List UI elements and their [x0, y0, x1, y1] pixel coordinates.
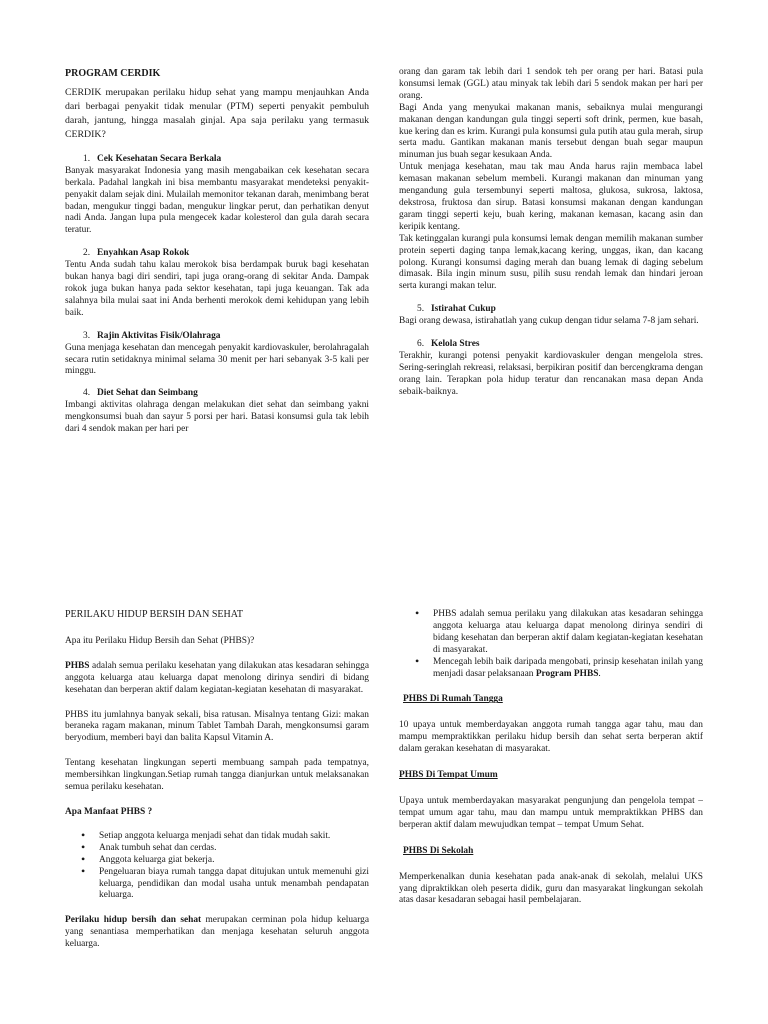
item-4-title: 4. Diet Sehat dan Seimbang [83, 388, 198, 399]
item-4-text: Imbangi aktivitas olahraga dengan melakukan diet sehat dan seimbang yakni mengkonsumsi buah dan sayur 5 porsi per hari. Batasi konsumsi gula tak lebih dari 4 sendok makan per hari per [65, 400, 369, 435]
list-item: • Anggota keluarga giat bekerja. [99, 855, 369, 867]
phbs-question: Apa itu Perilaku Hidup Bersih dan Sehat (PHBS)? [65, 635, 255, 646]
phbs-column [65, 609, 369, 951]
phbs-umum-text: Upaya untuk memberdayakan masyarakat pengunjung dan pengelola tempat – tempat umum agar tahu, mau dan mampu untuk mempraktikkan PHBS dan berperan aktif dalam mewujudkan tempat – tempat Umum Sehat. [399, 795, 703, 830]
item-2-title: 2. Enyahkan Asap Rokok [83, 248, 190, 259]
list-item: • Mencegah lebih baik daripada mengobati, prinsip kesehatan inilah yang menjadi dasar pelaksanaan Program PHBS. [433, 657, 703, 681]
program-cerdik-column [65, 68, 369, 436]
item-5-text: Bagi orang dewasa, istirahatlah yang cukup dengan tidur selama 7-8 jam sehari. [399, 316, 699, 327]
phbs-manfaat-title: Apa Manfaat PHBS ? [65, 806, 153, 817]
phbs-settings-column [399, 609, 703, 907]
phbs-examples: PHBS itu jumlahnya banyak sekali, bisa ratusan. Misalnya tentang Gizi: makan beraneka ragam makanan, minum Tablet Tambah Darah, mengkonsumsi garam beryodium, memberi bayi dan balita Kapsul Vitamin A. [65, 709, 369, 744]
phbs-benefits-list [65, 831, 369, 902]
phbs-rumah-title: PHBS Di Rumah Tangga [403, 694, 503, 705]
item-6-text: Terakhir, kurangi potensi penyakit kardiovaskuler dengan mengelola stres. Sering-seringlah rekreasi, relaksasi, berpikiran positif dan bercengkrama dengan orang lain. Terapkan pola hidup teratur dan rencanakan masa depan Anda sebaik-baiknya. [399, 350, 703, 397]
phbs-closing: Perilaku hidup bersih dan sehat merupakan cerminan pola hidup keluarga yang senantiasa memperhatikan dan menjaga kesehatan seluruh anggota keluarga. [65, 915, 369, 950]
item-3-title: 3. Rajin Aktivitas Fisik/Olahraga [83, 330, 221, 341]
list-item: • Pengeluaran biaya rumah tangga dapat ditujukan untuk memenuhi gizi keluarga, pendidikan dan modal usaha untuk menambah pendapatan keluarga. [99, 867, 369, 903]
label-advice-text: Untuk menjaga kesehatan, mau tak mau Anda harus rajin membaca label kemasan makanan sebelum membeli. Kurangi makanan dan minuman yang mengandung gula tersembunyi seperti maltosa, glukosa, sukrosa, laktosa, dekstrosa, fruktosa dan sirup. Batasi konsumsi makanan dengan kandungan garam tinggi seperti keju, buah kering, makanan kemasan, kacang asin dan keripik kentang. [399, 162, 703, 232]
item-1-text: Banyak masyarakat Indonesia yang masih mengabaikan cek kesehatan secara berkala. Padahal langkah ini bisa membantu masyarakat mendeteksi penyakit-penyakit dalam sejak dini. Mulailah memonitor tekanan darah, menimbang berat badan, mengukur tinggi badan, mengukur lingkar perut, dan perhatikan denyut nadi Anda. Jangan lupa pula mengecek kadar kolesterol dan gula darah secara teratur. [65, 165, 369, 236]
phbs-sekolah-text: Memperkenalkan dunia kesehatan pada anak-anak di sekolah, melalui UKS yang dipraktikkan oleh peserta didik, guru dan masyarakat lingkungan sekolah atas dasar kesadaran sebagai hasil pembelajaran. [399, 871, 703, 906]
list-item: • PHBS adalah semua perilaku yang dilakukan atas kesadaran sehingga anggota keluarga atau keluarga dapat menolong dirinya sendiri di bidang kesehatan dan berperan aktif dalam kegiatan-kegiatan kesehatan di masyarakat. [433, 609, 703, 657]
cerdik-continued-column [399, 67, 703, 399]
phbs-rumah-text: 10 upaya untuk memberdayakan anggota rumah tangga agar tahu, mau dan mampu mempraktikkan perilaku hidup bersih dan sehat serta berperan aktif dalam gerakan kesehatan di masyarakat. [399, 720, 703, 755]
item-5-title: 5. Istirahat Cukup [417, 304, 496, 315]
diet-continued-text: orang dan garam tak lebih dari 1 sendok teh per orang per hari. Batasi pula konsumsi lemak (GGL) atau minyak tak lebih dari 5 sendok makan per hari per orang. [399, 67, 703, 101]
sugar-advice-text: Bagi Anda yang menyukai makanan manis, sebaiknya mulai mengurangi makanan dengan kandungan gula tinggi seperti soft drink, permen, kue basah, kue kering dan es krim. Kurangi pula konsumsi gula putih atau gula merah, sirup serta madu. Gantikan makanan manis tersebut dengan buah segar maupun minuman jus buah segar kesukaan Anda. [399, 102, 703, 161]
list-item: • Anak tumbuh sehat dan cerdas. [99, 843, 369, 855]
item-1-title: 1. Cek Kesehatan Secara Berkala [83, 153, 222, 164]
phbs-definition: PHBS adalah semua perilaku kesehatan yang dilakukan atas kesadaran sehingga anggota keluarga atau keluarga dapat menolong dirinya sendiri di bidang kesehatan dan berperan aktif dalam kegiatan-kegiatan kesehatan di masyarakat. [65, 660, 369, 695]
phbs-environment: Tentang kesehatan lingkungan seperti membuang sampah pada tempatnya, membersihkan lingkungan.Setiap rumah tangga dianjurkan untuk melaksanakan semua perilaku kesehatan. [65, 758, 369, 793]
phbs-sekolah-title: PHBS Di Sekolah [403, 845, 474, 856]
item-2-text: Tentu Anda sudah tahu kalau merokok bisa berdampak buruk bagi kesehatan bukan hanya bagi diri sendiri, tapi juga orang-orang di sekitar Anda. Dampak rokok juga bukan hanya pada sektor kesehatan, tapi juga keuangan. Tak ada salahnya bila mulai saat ini Anda berhenti merokok demi kehidupan yang lebih baik. [65, 260, 369, 318]
program-cerdik-title: PROGRAM CERDIK [65, 68, 161, 79]
phbs-title: PERILAKU HIDUP BERSIH DAN SEHAT [65, 609, 243, 620]
phbs-summary-list [399, 609, 703, 680]
item-6-title: 6. Kelola Stres [417, 339, 480, 350]
fat-advice-text: Tak ketinggalan kurangi pula konsumsi lemak dengan memilih makanan sumber protein seperti daging tanpa lemak,kacang kering, unggas, ikan, dan kacang polong. Kurangi konsumsi daging merah dan buang lemak di daging sebelum dimasak. Bila ingin minum susu, pilih susu rendah lemak dan hindari jeroan serta kurangi makan telur. [399, 233, 703, 292]
cerdik-intro: CERDIK merupakan perilaku hidup sehat yang mampu menjauhkan Anda dari berbagai penyakit tidak menular (PTM) seperti penyakit pembuluh darah, jantung, hingga masalah ginjal. Apa saja perilaku yang termasuk CERDIK? [65, 86, 369, 140]
item-3-text: Guna menjaga kesehatan dan mencegah penyakit kardiovaskuler, berolahragalah secara rutin setidaknya minimal selama 30 menit per hari sebanyak 3-5 kali per minggu. [65, 342, 369, 377]
phbs-umum-title: PHBS Di Tempat Umum [399, 770, 498, 781]
list-item: • Setiap anggota keluarga menjadi sehat dan tidak mudah sakit. [99, 831, 369, 843]
